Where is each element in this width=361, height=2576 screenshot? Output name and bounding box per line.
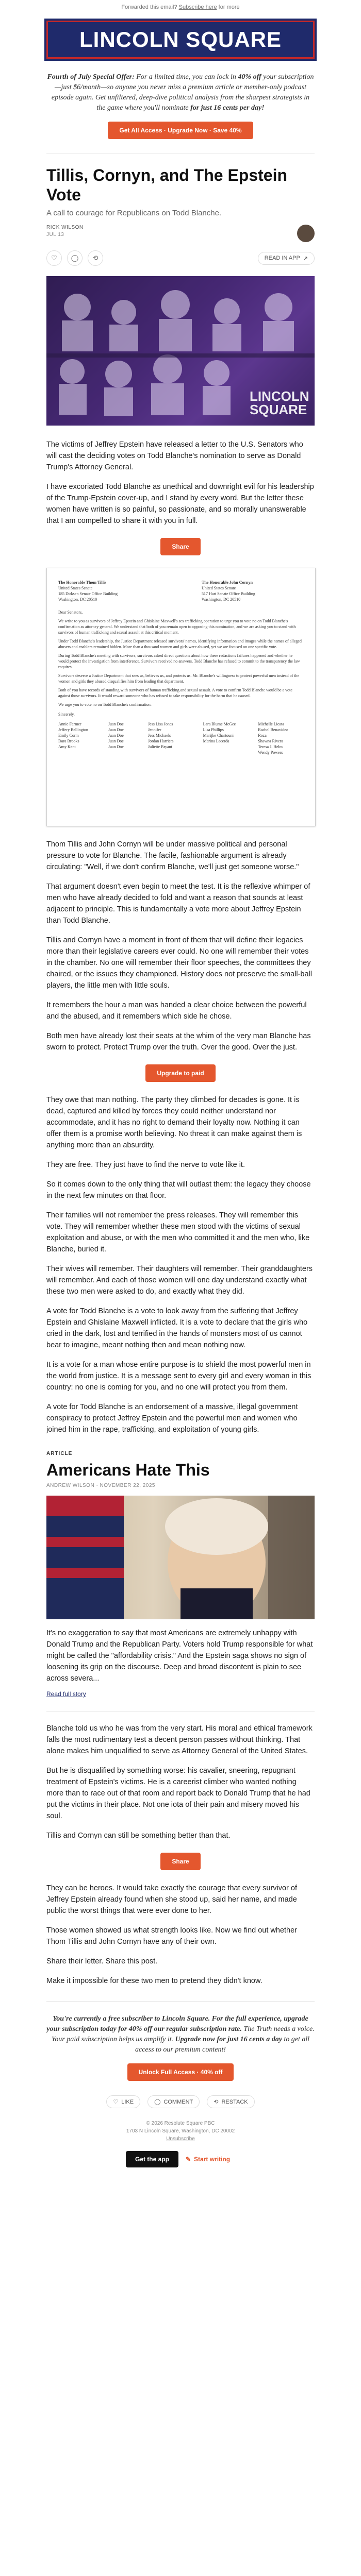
heart-icon: ♡ bbox=[113, 2099, 119, 2105]
signer-name: Juliette Bryant bbox=[147, 744, 172, 749]
paragraph: Their families will not remember the press releases. They will remember this vote. They will remember whether these men stood with the victims of sexual exploitation and abuse, or with the men who committed it and the men who, like Blanche, buried it. bbox=[46, 1211, 310, 1253]
signer-name: Wendy Powers bbox=[258, 750, 283, 755]
paragraph: Thom Tillis and John Cornyn will be under massive political and personal pressure to vote for Blanche. The facile, fashionable argument is already circulating: "Well, if we don't confirm Blanche, we'll just get someone worse." bbox=[46, 840, 299, 871]
read-in-app-button[interactable] bbox=[258, 252, 315, 265]
get-the-app-button[interactable] bbox=[126, 2151, 178, 2167]
unsubscribe-link[interactable]: Unsubscribe bbox=[166, 2136, 195, 2142]
promo-text-2: your subscription—just $6/month—so anyone you never miss a premium article or member-only podcast episode again. Get unfiltered, deep-dive political analysis from the sharpest strategists in the game where you'll nominate bbox=[51, 73, 314, 112]
bottom-promo bbox=[46, 2014, 315, 2055]
signer-name: Marina Lacerda bbox=[203, 739, 229, 743]
letter-line: 185 Dirksen Senate Office Building bbox=[58, 591, 118, 596]
embedded-post-tag: ARTICLE bbox=[46, 1451, 73, 1456]
start-writing-label: Start writing bbox=[194, 2156, 231, 2163]
body-section-1 bbox=[46, 439, 315, 527]
signer-name: Juan Doe bbox=[108, 727, 124, 732]
bottom-promo-text: The Truth needs a voice. Your paid subscription helps us amplify it. bbox=[51, 2025, 315, 2043]
read-full-story-link[interactable]: Read full story bbox=[46, 1690, 86, 1698]
footer-address: 1703 N Lincoln Square, Washington, DC 20002 bbox=[126, 2128, 235, 2134]
signer-name: Jeffery Bellington bbox=[58, 727, 88, 732]
letter-paragraph: We urge you to vote no on Todd Blanche's confirmation. bbox=[58, 702, 152, 707]
paragraph: Their wives will remember. Their daughters will remember. Their granddaughters will remember. And each of those women will one day understand exactly what these two men were asked to do, and exactly what they did. bbox=[46, 1265, 313, 1296]
embedded-post-title[interactable]: Americans Hate This bbox=[46, 1461, 210, 1479]
signer-name: Lisa Phillips bbox=[203, 727, 224, 732]
letter-paragraph: Both of you have records of standing with survivors of human trafficking and sexual assault. A vote to confirm Todd Blanche would be a vote against those survivors. It would reward someone who has refused to take responsibility for the harm that he caused. bbox=[58, 688, 292, 698]
embedded-post-photo bbox=[46, 1496, 315, 1619]
letter-line: Washington, DC 20510 bbox=[202, 597, 241, 602]
letter-line: United States Senate bbox=[58, 586, 93, 590]
signer-name: Rachel Benavidez bbox=[258, 727, 288, 732]
paragraph: Those women showed us what strength looks like. Now we find out whether Thom Tillis and John Cornyn have any of their own. bbox=[46, 1926, 297, 1946]
signer-name: Juan Doe bbox=[108, 744, 124, 749]
letter-signers bbox=[58, 721, 304, 755]
body-section-4 bbox=[46, 1723, 315, 1841]
signer-name: Amy Kent bbox=[58, 744, 76, 749]
forwarded-suffix: for more bbox=[217, 4, 240, 10]
bottom-promo-text-2: to get all access to our premium content! bbox=[135, 2036, 310, 2054]
letter-body bbox=[58, 609, 304, 755]
signer-name: Dara Brooks bbox=[58, 739, 79, 743]
paragraph: Tillis and Cornyn can still be something better than that. bbox=[46, 1832, 231, 1840]
bottom-promo-price: Upgrade now for just 16 cents a day bbox=[175, 2036, 282, 2043]
post-actions bbox=[46, 250, 315, 266]
promo-upgrade-button[interactable]: Get All Access · Upgrade Now · Save 40% bbox=[108, 122, 253, 139]
paragraph: A vote for Todd Blanche is an endorsement of a massive, illegal government conspiracy to protect Jeffrey Epstein and the powerful men and women who joined him in the rape, trafficking, and exploitation of young girls. bbox=[46, 1403, 298, 1434]
restack-label: RESTACK bbox=[221, 2098, 248, 2105]
promo-block bbox=[46, 72, 315, 113]
letter-closing: Sincerely, bbox=[58, 712, 75, 717]
post-title[interactable]: Tillis, Cornyn, and The Epstein Vote bbox=[46, 166, 288, 204]
letter-line: United States Senate bbox=[202, 586, 236, 590]
paragraph: It is a vote for a man whose entire purpose is to shield the most powerful men in the world from justice. It is a message sent to every girl and every woman in this country: no one is coming for you, and no one will protect you from them. bbox=[46, 1361, 311, 1392]
embedded-post[interactable] bbox=[46, 1451, 315, 1699]
letter-line: Washington, DC 20510 bbox=[58, 597, 97, 602]
signer-column bbox=[108, 721, 139, 755]
unlock-full-access-button[interactable]: Unlock Full Access · 40% off bbox=[127, 2063, 234, 2081]
upgrade-to-paid-button[interactable]: Upgrade to paid bbox=[145, 1064, 215, 1082]
forwarded-text: Forwarded this email? bbox=[121, 4, 179, 10]
like-button[interactable] bbox=[106, 2095, 140, 2108]
restack-button[interactable] bbox=[207, 2095, 254, 2108]
paragraph: They owe that man nothing. The party they climbed for decades is gone. It is dead, captured and killed by forces they could neither understand nor accommodate, and it has no right to demand their loyalty now. Nothing it can offer them is a promise worth believing. No threat it can make against them is anything more than an absurdity. bbox=[46, 1096, 302, 1149]
survivors-letter-image[interactable] bbox=[46, 568, 316, 826]
signer-name: Shawna Rivera bbox=[258, 739, 283, 743]
embedded-post-preview: It's no exaggeration to say that most Americans are extremely unhappy with Donald Trump and the Republican Party. Voters hold Trump responsible for what might be called the "affordability crisis." And the Epstein saga shows no sign of loosening its grip on the discourse. Deep and broad discontent is plain to see across severa... bbox=[46, 1629, 313, 1683]
body-section-5 bbox=[46, 1883, 315, 1987]
external-link-icon: ↗ bbox=[303, 255, 308, 262]
body-section-2 bbox=[46, 839, 315, 1053]
promo-lead: Fourth of July Special Offer: bbox=[47, 73, 135, 81]
letter-line: 517 Hart Senate Office Building bbox=[202, 591, 255, 596]
signer-name: Juan Doe bbox=[108, 733, 124, 738]
share-button[interactable]: Share bbox=[160, 1853, 200, 1870]
embedded-post-image[interactable] bbox=[46, 1496, 315, 1619]
publication-logo[interactable] bbox=[44, 19, 317, 61]
letter-paragraph: We write to you as survivors of Jeffrey Epstein and Ghislaine Maxwell's sex trafficking operation to urge you to vote no on Todd Blanche's confirmation as attorney general. We understand that both of you remain open to opposing this nomination, and we are asking you to stand with survivors of human trafficking and sexual assault at this critical moment. bbox=[58, 619, 296, 635]
signer-name: Jennifer bbox=[147, 727, 161, 732]
signer-name: Juan Doe bbox=[108, 739, 124, 743]
letter-line: The Honorable John Cornyn bbox=[202, 580, 253, 585]
promo-text: For a limited time, you can lock in bbox=[134, 73, 238, 81]
signer-name: Jess Michaels bbox=[147, 733, 171, 738]
signer-name: Lara Blume McGee bbox=[203, 722, 236, 726]
paragraph: Both men have already lost their seats at the whim of the very man Blanche has sworn to protect. Protect Trump over the truth. Over the good. Over the just. bbox=[46, 1032, 311, 1052]
paragraph: They can be heroes. It would take exactly the courage that every survivor of Jeffrey Epstein already found when she stood up, said her name, and made public the worst things that were ever done to her. bbox=[46, 1884, 298, 1915]
signer-column bbox=[58, 721, 99, 755]
footer-actions bbox=[46, 2095, 315, 2108]
letter-paragraph: Under Todd Blanche's leadership, the Justice Department released survivors' names, identifying information and images while the names of alleged abusers and enablers remained hidden. More than a thousand women and girls were abused, yet we are focused on one specific vote. bbox=[58, 639, 302, 649]
forwarded-note bbox=[0, 0, 361, 12]
signer-column bbox=[258, 721, 304, 755]
letter-paragraph: During Todd Blanche's meeting with survivors, survivors asked direct questions about how these redactions failures happened and whether he would protect the investigation from interference. Survivors received no answers. Todd Blanche has refused to commit to the transparency the law requires. bbox=[58, 653, 300, 669]
start-writing-button[interactable] bbox=[180, 2151, 235, 2167]
promo-price: for just 16 cents per day! bbox=[190, 104, 265, 112]
post-subtitle: A call to courage for Republicans on Todd Blanche. bbox=[46, 209, 222, 217]
signer-name: Jess Lisa Jones bbox=[147, 722, 173, 726]
paragraph: I have excoriated Todd Blanche as unethical and downright evil for his leadership of the Trump-Epstein cover-up, and I stand by every word. But the letter these women have written is so painful, so passionate, and so morally unanswerable that I am compelled to share it with you in full. bbox=[46, 483, 314, 525]
get-app-label: Get the app bbox=[135, 2156, 169, 2163]
paragraph: A vote for Todd Blanche is a vote to look away from the suffering that Jeffrey Epstein and Ghislaine Maxwell inflicted. It is a vote to declare that the girls who cried in the dark, lost and terrified in the hands of monsters most of us cannot bear to imagine, meant nothing then and mean nothing now. bbox=[46, 1307, 308, 1349]
paragraph: But he is disqualified by something worse: his cavalier, sneering, repugnant treatment of Epstein's victims. He is a careerist climber who wanted nothing more than to race out of that room and report back to Donald Trump that he had put the victims in their place. Not one iota of their pain and misery moved his soul. bbox=[46, 1767, 310, 1820]
signer-column bbox=[148, 721, 194, 755]
letter-paragraph: Survivors deserve a Justice Department that sees us, believes us, and protects us. Mr. Blanche's willingness to protect powerful men instead of the women and girls they abused disqualifies him from leading that department. bbox=[58, 673, 300, 684]
paragraph: It remembers the hour a man was handed a clear choice between the powerful and the abused, and it remembers which side he chose. bbox=[46, 1001, 307, 1021]
author-avatar[interactable] bbox=[297, 225, 315, 242]
hero-watermark: LINCOLN SQUARE bbox=[250, 388, 309, 417]
paragraph: Blanche told us who he was from the very start. His moral and ethical framework falls the most rudimentary test a decent person passes without thinking. That alone makes him unqualified to serve as Attorney General of the United States. bbox=[46, 1724, 313, 1755]
restack-icon[interactable]: ⟲ bbox=[88, 250, 103, 266]
letter-salutation: Dear Senators, bbox=[58, 610, 83, 615]
promo-discount: 40% off bbox=[238, 73, 261, 81]
paragraph: That argument doesn't even begin to meet the test. It is the reflexive whimper of men who have already decided to fold and want a reason that sounds at least adjacent to principle. This is fundamentally a vote more about Jeffrey Epstein than Todd Blanche. bbox=[46, 883, 310, 925]
comment-icon: ◯ bbox=[154, 2099, 161, 2105]
embedded-post-byline: ANDREW WILSON · NOVEMBER 22, 2025 bbox=[46, 1483, 155, 1488]
signer-name: Teresa J. Helm bbox=[258, 744, 283, 749]
comment-button[interactable] bbox=[147, 2095, 200, 2108]
paragraph: They are free. They just have to find the nerve to vote like it. bbox=[46, 1161, 245, 1169]
signer-name: Roza bbox=[258, 733, 267, 738]
comment-icon[interactable]: ◯ bbox=[67, 250, 83, 266]
share-button[interactable]: Share bbox=[160, 538, 200, 555]
heart-icon[interactable]: ♡ bbox=[46, 250, 62, 266]
divider bbox=[46, 2001, 315, 2002]
signer-name: Marijke Chartouni bbox=[203, 733, 234, 738]
body-section-3 bbox=[46, 1094, 315, 1435]
subscribe-link[interactable]: Subscribe here bbox=[178, 4, 217, 10]
logo-text: LINCOLN SQUARE bbox=[79, 27, 282, 52]
restack-icon: ⟲ bbox=[214, 2099, 219, 2105]
signer-name: Michelle Licata bbox=[258, 722, 284, 726]
signer-column bbox=[203, 721, 249, 755]
footer-copyright: © 2026 Resolute Square PBC bbox=[146, 2121, 215, 2126]
paragraph: Tillis and Cornyn have a moment in front of them that will define their legacies more than their legislative careers ever could. No one will remember their votes in the chamber. No one will remember their floor speeches, the committees they chaired, or the issues they championed. History does not preserve the small-ball players, the little men with little souls. bbox=[46, 936, 313, 990]
letter-line: The Honorable Thom Tillis bbox=[58, 580, 107, 585]
comment-label: COMMENT bbox=[163, 2098, 193, 2105]
letter-recipient-right bbox=[202, 580, 305, 602]
footer-cta-row bbox=[0, 2151, 361, 2167]
signer-name: Juan Doe bbox=[108, 722, 124, 726]
signer-name: Emily Corm bbox=[58, 733, 79, 738]
paragraph: Make it impossible for these two men to pretend they didn't know. bbox=[46, 1977, 262, 1985]
like-label: LIKE bbox=[121, 2098, 134, 2105]
letter-recipient-left bbox=[58, 580, 161, 602]
paragraph: So it comes down to the only thing that will outlast them: the legacy they choose in the next few minutes on that floor. bbox=[46, 1180, 311, 1200]
bottom-promo-lead: You're currently a free subscriber to Lincoln Square. For the full experience, upgrade your subscription today for 40% off our regular subscription rate. bbox=[46, 2015, 308, 2033]
signer-name: Jordan Harriers bbox=[147, 739, 174, 743]
post-date: JUL 13 bbox=[46, 232, 64, 238]
footer bbox=[0, 2120, 361, 2143]
author-name[interactable]: RICK WILSON bbox=[46, 225, 84, 230]
pen-icon: ✎ bbox=[185, 2156, 191, 2163]
paragraph: Share their letter. Share this post. bbox=[46, 1957, 158, 1965]
paragraph: The victims of Jeffrey Epstein have released a letter to the U.S. Senators who will cast the deciding votes on Todd Blanche's nomination to serve as Donald Trump's Attorney General. bbox=[46, 440, 303, 471]
signer-name: Annie Farmer bbox=[58, 722, 81, 726]
read-in-app-label: READ IN APP bbox=[264, 255, 300, 261]
hero-image[interactable] bbox=[46, 276, 315, 426]
